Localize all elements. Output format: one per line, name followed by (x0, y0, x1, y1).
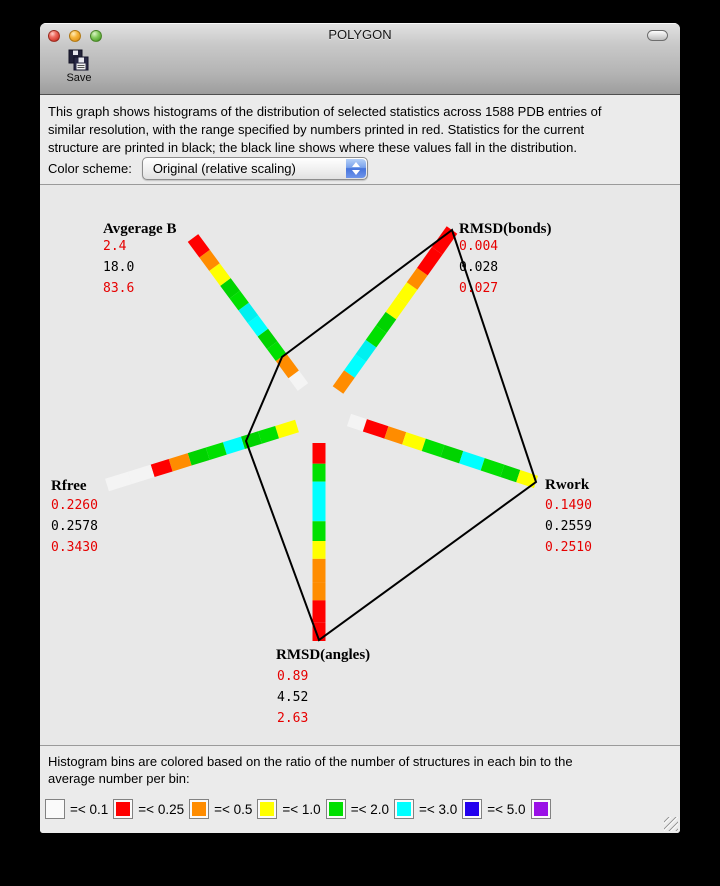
axis-value: 0.89 (277, 669, 309, 684)
histogram-segment (402, 286, 412, 300)
histogram-segment (190, 454, 208, 460)
histogram-segment (244, 307, 253, 320)
axis-value: 0.027 (459, 281, 499, 296)
histogram-segment (404, 438, 424, 445)
legend-item (394, 799, 462, 819)
popup-stepper-icon (346, 159, 366, 178)
histogram-segment (277, 426, 297, 432)
histogram-segment (171, 459, 190, 465)
text-line: This graph shows histograms of the distribution of selected statistics across 1588 PDB entries of (48, 104, 602, 119)
histogram-segment (153, 465, 171, 471)
legend-swatch (257, 799, 277, 819)
color-scheme-label: Color scheme: (48, 161, 132, 176)
legend-swatch (189, 799, 209, 819)
histogram-segment (208, 448, 225, 453)
toolbar (40, 46, 680, 94)
histogram-segment (412, 272, 422, 286)
axis-value: 18.0 (103, 260, 135, 275)
legend-swatch (326, 799, 346, 819)
histogram-segment (338, 374, 349, 390)
histogram-segment (253, 319, 263, 332)
plot-panel (40, 185, 680, 745)
text-line: structure are printed in black; the black line shows where these values fall in the distribution. (48, 140, 577, 155)
legend-swatch (45, 799, 65, 819)
legend-item (326, 799, 394, 819)
legend-caption (48, 753, 573, 787)
histogram-segment (461, 457, 483, 464)
legend-item (531, 799, 561, 819)
histogram-segment (422, 251, 437, 272)
text-line: average number per bin: (48, 771, 190, 786)
legend-label: =< 3.0 (418, 801, 458, 817)
histogram-segment (260, 432, 277, 437)
legend-label: =< 0.5 (214, 801, 253, 817)
window-title: POLYGON (328, 27, 392, 42)
axis-label: RMSD(angles) (276, 647, 371, 663)
axis-value: 0.2559 (545, 519, 592, 534)
legend-swatch (113, 799, 133, 819)
legend-swatch (462, 799, 482, 819)
polygon-chart (40, 185, 680, 745)
histogram-segment (365, 425, 387, 432)
legend-label: =< 0.25 (138, 801, 185, 817)
legend-row (45, 799, 561, 819)
description-text (48, 103, 674, 157)
save-button-label: Save (66, 72, 92, 84)
color-scheme-select[interactable] (142, 157, 368, 180)
histogram-segment (107, 478, 130, 485)
legend-swatch (531, 799, 551, 819)
legend-panel (40, 745, 680, 833)
axis-label: RMSD(bonds) (459, 221, 552, 237)
histogram-segment (381, 316, 391, 330)
axis-value: 0.3430 (51, 540, 98, 555)
legend-swatch (394, 799, 414, 819)
histogram-segment (294, 374, 303, 387)
legend-item (462, 799, 530, 819)
histogram-segment (281, 357, 294, 374)
legend-item (257, 799, 325, 819)
histogram-segment (235, 295, 244, 307)
legend-label: =< 1.0 (282, 801, 321, 817)
legend-item (113, 799, 189, 819)
axis-value: 0.2260 (51, 498, 98, 513)
resize-grip[interactable] (664, 817, 678, 831)
histogram-segment (272, 345, 281, 357)
axis-label: Rfree (51, 478, 87, 494)
histogram-segment (443, 451, 462, 457)
histogram-segment (349, 358, 360, 374)
legend-item (189, 799, 257, 819)
axis-value: 0.004 (459, 239, 499, 254)
axis-label: Rwork (545, 477, 590, 493)
description-panel (40, 95, 680, 185)
histogram-segment (263, 333, 272, 346)
histogram-segment (391, 300, 402, 315)
color-scheme-row (48, 157, 368, 180)
histogram-segment (130, 471, 153, 478)
legend-label: =< 5.0 (487, 801, 526, 817)
histogram-segment (205, 254, 215, 267)
text-line: Histogram bins are colored based on the ratio of the number of structures in each bin to the (48, 754, 573, 769)
axis-value: 0.1490 (545, 498, 592, 513)
axis-label: Avgerage B (103, 221, 177, 237)
save-button[interactable] (50, 49, 108, 84)
histogram-segment (193, 238, 205, 254)
histogram-segment (502, 471, 518, 476)
histogram-segment (483, 464, 503, 471)
axis-value: 0.2578 (51, 519, 98, 534)
histogram-segment (371, 329, 381, 343)
histogram-segment (361, 344, 371, 358)
legend-label: =< 0.1 (70, 801, 109, 817)
histogram-segment (424, 445, 443, 451)
text-line: similar resolution, with the range specified by numbers printed in red. Statistics for the current (48, 122, 585, 137)
titlebar[interactable] (40, 23, 680, 46)
axis-value: 2.4 (103, 239, 127, 254)
histogram-segment (214, 267, 225, 282)
axis-value: 4.52 (277, 690, 309, 705)
histogram-segment (386, 432, 404, 438)
histogram-segment (349, 420, 365, 425)
histogram-segment (225, 443, 243, 449)
axis-value: 0.028 (459, 260, 499, 275)
legend-label: =< 2.0 (350, 801, 389, 817)
polygon-window (40, 23, 680, 833)
axis-value: 0.2510 (545, 540, 592, 555)
save-icon (68, 49, 90, 71)
histogram-segment (225, 282, 234, 295)
toolbar-toggle-button[interactable] (647, 30, 668, 41)
legend-item (45, 799, 113, 819)
color-scheme-value: Original (relative scaling) (152, 161, 296, 176)
window-header (40, 23, 680, 95)
axis-value: 83.6 (103, 281, 135, 296)
axis-value: 2.63 (277, 711, 309, 726)
